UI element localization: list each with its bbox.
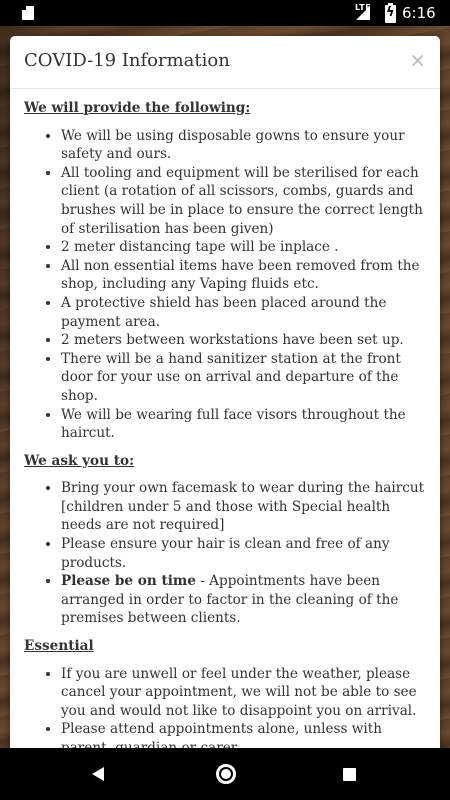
modal-title: COVID-19 Information [24, 50, 230, 71]
recent-apps-icon[interactable] [343, 768, 356, 781]
home-icon[interactable] [216, 764, 236, 784]
list-item: • Please ensure your hair is clean and free of any products. [61, 535, 426, 572]
back-icon[interactable] [92, 767, 104, 781]
section-heading-essential: Essential [24, 638, 94, 655]
list-item: • Please attend appointments alone, unless with [61, 720, 426, 757]
status-time: 6:16 [402, 4, 436, 22]
modal-header [10, 36, 440, 89]
list-item: • All non essential items have been removed from the shop, including any Vaping fluids etc. [61, 257, 426, 294]
list-item: • A protective shield has been placed around the payment area. [61, 294, 426, 331]
provide-list [24, 127, 426, 443]
bold-text: Please be on time [61, 573, 196, 590]
covid-info-modal [10, 36, 440, 776]
list-item [61, 572, 426, 628]
list-item: • If you are unwell or feel under the weather, please cancel your appointment, we will not be able to see you and would not like to disappoint you on arrival. [61, 665, 426, 721]
sd-card-icon [22, 6, 34, 20]
item-text: - Appointments have been arranged in order to factor in the cleaning of the premises between clients. [61, 573, 399, 627]
list-item: • We will be using disposable gowns to ensure your safety and ours. [61, 127, 426, 164]
modal-body[interactable] [10, 89, 440, 758]
navigation-bar [0, 748, 450, 800]
list-item: • Bring your own facemask to wear during the haircut [children under 5 and those with Special health needs are not required] [61, 479, 426, 535]
list-item: • All tooling and equipment will be sterilised for each client (a rotation of all scissors, combs, guards and brushes will be in place to ensure the correct length of sterilisation has been given) [61, 164, 426, 238]
section-heading-provide: We will provide the following: [24, 100, 251, 116]
network-type: LTE [355, 3, 372, 12]
ask-list [24, 479, 426, 628]
status-bar [0, 0, 450, 26]
list-item: • There will be a hand sanitizer station at the front door for your use on arrival and departure of the shop. [61, 350, 426, 406]
close-icon[interactable]: × [409, 48, 426, 72]
list-item: • 2 meter distancing tape will be inplace . [61, 238, 426, 257]
battery-charging-icon [385, 5, 396, 23]
essential-list [24, 665, 426, 758]
list-item: • We will be wearing full face visors throughout the haircut. [61, 406, 426, 443]
list-item: • 2 meters between workstations have been set up. [61, 331, 426, 350]
section-heading-ask: We ask you to: [24, 452, 135, 469]
